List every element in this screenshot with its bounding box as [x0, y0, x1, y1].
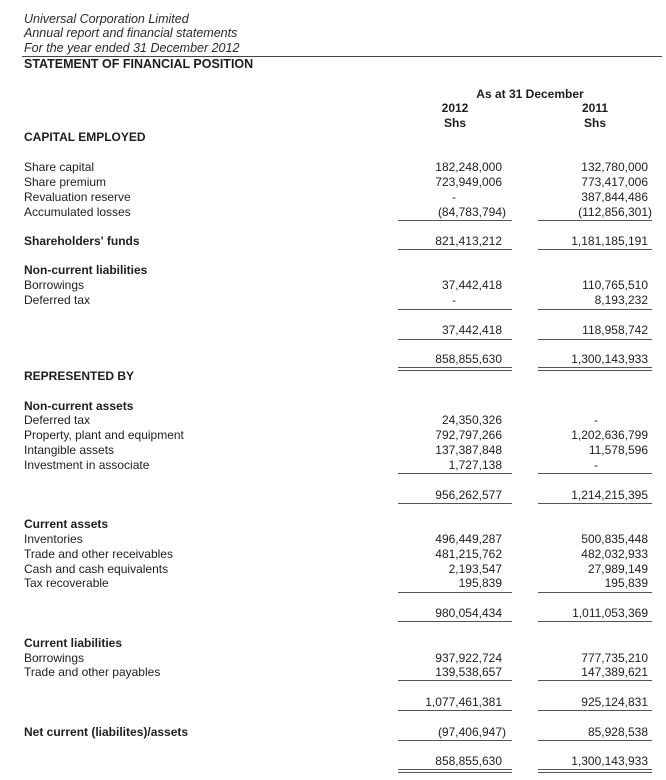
subtotal-rule	[398, 249, 512, 250]
table-row-subtotal: 956,262,577 1,214,215,395	[435, 488, 648, 502]
table-row: Deferred tax - 8,193,232	[24, 293, 648, 307]
column-2012-unit: Shs	[443, 116, 466, 130]
subtotal-rule	[398, 621, 512, 622]
table-row-grand-total: 858,855,630 1,300,143,933	[435, 352, 648, 366]
subtotal-rule	[538, 309, 652, 310]
subtotal-rule	[538, 621, 652, 622]
table-row: Trade and other receivables 481,215,762 482,032,933	[24, 547, 648, 561]
total-double-rule	[398, 769, 512, 773]
subtotal-rule	[398, 309, 512, 310]
table-row: Inventories 496,449,287 500,835,448	[24, 532, 648, 546]
subtotal-rule	[538, 680, 652, 681]
company-name: Universal Corporation Limited	[24, 12, 189, 26]
column-2012-year: 2012	[441, 101, 469, 115]
table-row-net-current: Net current (liabilites)/assets (97,406,947) 85,928,538	[24, 725, 648, 739]
subtotal-rule	[398, 339, 512, 340]
column-2011-unit: Shs	[583, 116, 606, 130]
section-non-current-assets: Non-current assets	[24, 399, 134, 413]
subtotal-rule	[398, 503, 512, 504]
report-name: Annual report and financial statements	[24, 26, 238, 40]
subtotal-rule	[398, 592, 512, 593]
table-row: Share premium 723,949,006 773,417,006	[24, 175, 648, 189]
subtotal-rule	[398, 473, 512, 474]
table-row-subtotal: 980,054,434 1,011,053,369	[435, 606, 648, 620]
table-row: Revaluation reserve - 387,844,486	[24, 190, 648, 204]
subtotal-rule	[538, 220, 652, 221]
section-non-current-liabilities: Non-current liabilities	[24, 263, 148, 277]
section-represented-by: REPRESENTED BY	[24, 369, 135, 383]
table-row: Intangible assets 137,387,848 11,578,596	[24, 443, 648, 457]
section-current-liabilities: Current liabilities	[24, 636, 123, 650]
subtotal-rule	[538, 339, 652, 340]
subtotal-rule	[538, 592, 652, 593]
table-row-grand-total: 858,855,630 1,300,143,933	[435, 754, 648, 768]
subtotal-rule	[398, 680, 512, 681]
subtotal-rule	[398, 220, 512, 221]
table-row: Property, plant and equipment 792,797,266 1,202,636,799	[24, 428, 648, 442]
subtotal-rule	[398, 740, 512, 741]
column-2011-year: 2011	[581, 101, 609, 115]
table-row: Cash and cash equivalents 2,193,547 27,989,149	[24, 562, 648, 576]
table-row: Borrowings 937,922,724 777,735,210	[24, 651, 648, 665]
table-row: Tax recoverable 195,839 195,839	[24, 576, 648, 590]
table-row: Deferred tax 24,350,326 -	[24, 413, 598, 427]
total-double-rule	[538, 769, 652, 773]
table-row: Share capital 182,248,000 132,780,000	[24, 160, 648, 174]
subtotal-rule	[538, 710, 652, 711]
report-period: For the year ended 31 December 2012	[24, 41, 240, 55]
table-row-subtotal: 1,077,461,381 925,124,831	[425, 695, 648, 709]
column-group-label: As at 31 December	[476, 87, 584, 101]
table-row: Borrowings 37,442,418 110,765,510	[24, 278, 648, 292]
table-row: Investment in associate 1,727,138 -	[24, 458, 598, 472]
section-current-assets: Current assets	[24, 517, 109, 531]
subtotal-rule	[538, 503, 652, 504]
table-row-total: Shareholders' funds 821,413,212 1,181,185,191	[24, 234, 648, 248]
subtotal-rule	[538, 473, 652, 474]
statement-title: STATEMENT OF FINANCIAL POSITION	[24, 57, 254, 71]
section-capital-employed: CAPITAL EMPLOYED	[24, 130, 146, 144]
subtotal-rule	[538, 740, 652, 741]
table-row-subtotal: 37,442,418 118,958,742	[441, 323, 648, 337]
table-row: Trade and other payables 139,538,657 147,389,621	[24, 665, 648, 679]
table-row: Accumulated losses (84,783,794) (112,856,301)	[24, 205, 652, 219]
subtotal-rule	[398, 710, 512, 711]
subtotal-rule	[538, 249, 652, 250]
